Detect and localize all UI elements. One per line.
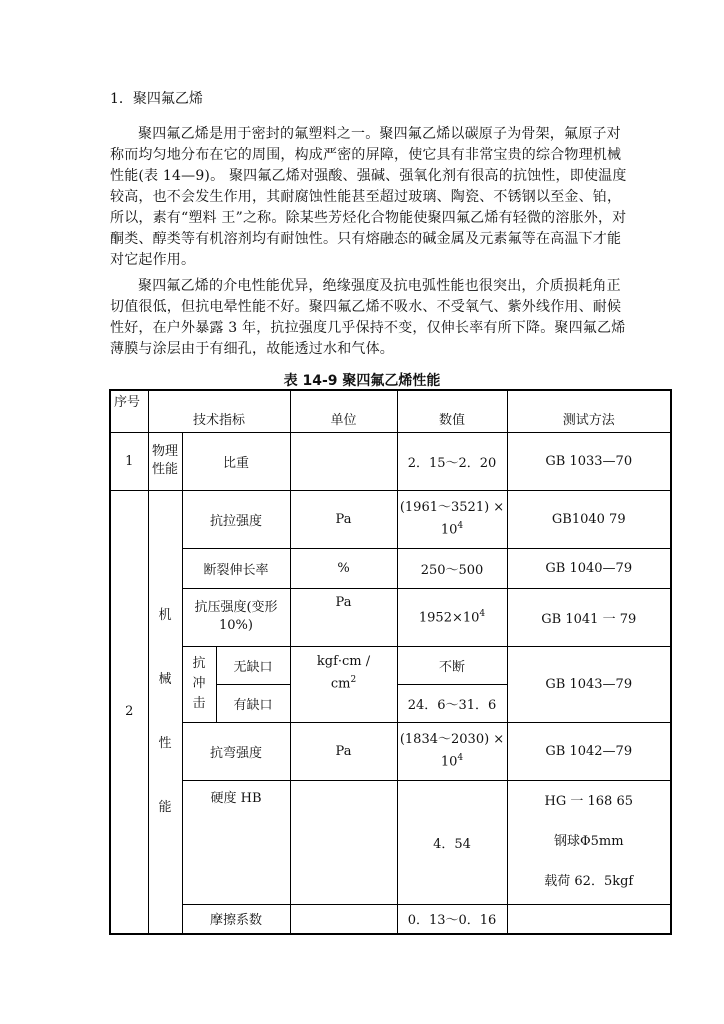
impact-unnotched-label: 无缺口	[216, 646, 290, 684]
row1-category	[148, 432, 182, 490]
hardness-method-line1: HG 一 168 65	[544, 794, 633, 809]
tensile-value-exp: 4	[457, 520, 464, 531]
flexural-value-exp: 4	[457, 752, 464, 763]
hardness-value: 4．54	[397, 780, 507, 904]
tensile-value-base: 10	[440, 522, 458, 538]
elongation-method: GB 1040—79	[507, 548, 671, 588]
friction-value: 0．13～0．16	[397, 904, 507, 934]
hardness-method-line3: 载荷 62．5kgf	[544, 874, 634, 889]
compressive-method: GB 1041 一 79	[507, 588, 671, 646]
header-indicator: 技术指标	[148, 390, 290, 432]
table-row	[110, 432, 671, 490]
header-method: 测试方法	[507, 390, 671, 432]
header-seq: 序号	[110, 390, 148, 432]
impact-unit	[290, 646, 397, 722]
row2-category-char: 机	[158, 607, 172, 623]
table-row	[110, 490, 671, 548]
tensile-unit: Pa	[290, 490, 397, 548]
table-row	[110, 722, 671, 780]
tensile-indicator: 抗拉强度	[182, 490, 290, 548]
impact-label-char: 冲	[192, 676, 206, 691]
compressive-value-base: 1952×10	[418, 610, 480, 626]
flexural-value-base: 10	[440, 754, 458, 770]
ptfe-properties-table	[109, 389, 672, 935]
row1-category-bottom: 性能	[151, 462, 178, 477]
row1-value: 2．15～2．20	[397, 432, 507, 490]
impact-unit-exp: 2	[350, 674, 357, 685]
table-row	[110, 646, 671, 684]
tensile-value-coeff: (1961～3521) ×	[399, 499, 505, 515]
impact-label-char: 抗	[192, 656, 206, 671]
table-row	[110, 904, 671, 934]
elongation-unit: %	[290, 548, 397, 588]
flexural-value	[397, 722, 507, 780]
compressive-value-exp: 4	[479, 608, 486, 619]
friction-unit	[290, 904, 397, 934]
compressive-indicator	[182, 588, 290, 646]
friction-method	[507, 904, 671, 934]
compressive-indicator-line2: 10%)	[219, 618, 253, 633]
elongation-value: 250～500	[397, 548, 507, 588]
table-row	[110, 588, 671, 646]
impact-label-char: 击	[192, 696, 206, 711]
row1-seq: 1	[110, 432, 148, 490]
impact-method: GB 1043—79	[507, 646, 671, 722]
hardness-unit	[290, 780, 397, 904]
table-row	[110, 548, 671, 588]
tensile-method: GB1040 79	[507, 490, 671, 548]
impact-label	[182, 646, 216, 722]
impact-unit-line1: kgf·cm /	[316, 653, 371, 669]
impact-unit-base: cm	[330, 675, 351, 691]
row1-unit	[290, 432, 397, 490]
row2-category-char: 性	[158, 735, 172, 751]
hardness-method-line2: 钢球Φ5mm	[553, 834, 624, 849]
flexural-indicator: 抗弯强度	[182, 722, 290, 780]
compressive-value	[397, 588, 507, 646]
impact-unnotched-value: 不断	[397, 646, 507, 684]
hardness-method	[507, 780, 671, 904]
tensile-value	[397, 490, 507, 548]
intro-paragraph: 聚四氟乙烯是用于密封的氟塑料之一。聚四氟乙烯以碳原子为骨架，氟原子对称而均匀地分布在它的周围，构成严密的屏障，使它具有非常宝贵的综合物理机械性能(表 14—9)。 聚四氟乙烯对强酸、强碱、强氧化剂有很高的抗蚀性，即使温度较高，也不会发生作用，其耐腐蚀性能甚至超过玻璃、陶瓷、不锈钢以至金、铂，所以，素有“塑料 王”之称。除某些芳烃化合物能使聚四氟乙烯有轻微的溶胀外，对酮类、醇类等有机溶剂均有耐蚀性。只有熔融态的碱金属及元素氟等在高温下才能对它起作用。	[110, 126, 627, 268]
row1-indicator: 比重	[182, 432, 290, 490]
header-unit: 单位	[290, 390, 397, 432]
table-header-row	[110, 390, 671, 432]
row2-category	[148, 490, 182, 934]
compressive-indicator-line1: 抗压强度(变形	[194, 600, 278, 615]
friction-indicator: 摩擦系数	[182, 904, 290, 934]
section-heading: 1．聚四氟乙烯	[110, 91, 203, 107]
dielectric-paragraph: 聚四氟乙烯的介电性能优异，绝缘强度及抗电弧性能也很突出，介质损耗角正切值很低，但抗电晕性能不好。聚四氟乙烯不吸水、不受氧气、紫外线作用、耐候性好，在户外暴露 3 年，抗拉强度几乎保持不变，仅伸长率有所下降。聚四氟乙烯薄膜与涂层由于有细孔，故能透过水和气体。	[110, 278, 626, 357]
row1-category-top: 物理	[151, 444, 178, 459]
row2-category-char: 械	[158, 671, 172, 687]
row1-method: GB 1033—70	[507, 432, 671, 490]
elongation-indicator: 断裂伸长率	[182, 548, 290, 588]
table-caption: 表 14-9 聚四氟乙烯性能	[283, 373, 441, 389]
hardness-indicator: 硬度 HB	[182, 780, 290, 904]
flexural-method: GB 1042—79	[507, 722, 671, 780]
header-value: 数值	[397, 390, 507, 432]
table-row	[110, 780, 671, 904]
impact-notched-value: 24．6～31．6	[397, 684, 507, 722]
row2-category-char: 能	[158, 799, 172, 815]
flexural-unit: Pa	[290, 722, 397, 780]
row2-seq: 2	[110, 490, 148, 934]
impact-notched-label: 有缺口	[216, 684, 290, 722]
flexural-value-coeff: (1834～2030) ×	[399, 731, 505, 747]
compressive-unit: Pa	[290, 588, 397, 646]
